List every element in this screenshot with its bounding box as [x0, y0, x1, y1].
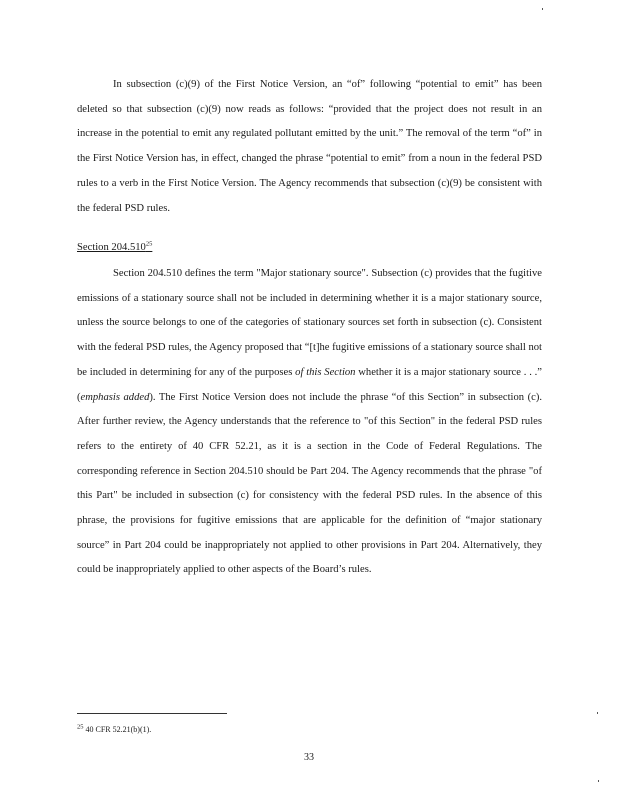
- body-paragraph-2: [77, 262, 542, 583]
- paragraph-2-italic-phrase: of this Section: [295, 366, 356, 378]
- paragraph-2-text-part-1: Section 204.510 defines the term "Major stationary source". Subsection (c) provides that the fugitive emissions of a stationary source shall not be included in determining whether it is a major stationary source, unless the source belongs to one of the categories of stationary sources set forth in subsection (c). Consistent with the federal PSD rules, the Agency proposed that “[t]he fugitive emissions of a stationary source shall not be included in determining for any of the purposes: [77, 268, 542, 378]
- footnote: [77, 724, 151, 736]
- page-number: 33: [304, 752, 314, 763]
- body-paragraph-1: [77, 73, 542, 221]
- footnote-marker: 25: [77, 723, 84, 731]
- footnote-text: 40 CFR 52.21(b)(1).: [85, 725, 152, 734]
- paragraph-1-text: In subsection (c)(9) of the First Notice Version, an “of” following “potential to emit” has been deleted so that subsection (c)(9) now reads as follows: “provided that the project does not result in an increase in the potential to emit any regulated pollutant emitted by the unit.” The removal of the term “of” in the First Notice Version has, in effect, changed the phrase “potential to emit” from a noun in the federal PSD rules to a verb in the First Notice Version. The Agency recommends that subsection (c)(9) be consistent with the federal PSD rules.: [77, 79, 542, 214]
- footnote-reference: 25: [145, 240, 153, 248]
- scan-speck: [598, 780, 599, 782]
- paragraph-2-text-part-3: ). The First Notice Version does not include the phrase “of this Section” in subsection (c). After further review, the Agency understands that the reference to "of this Section" in the federal PSD rules refers to the entirety of 40 CFR 52.21, as it is a section in the Code of Federal Regulations. The corresponding reference in Section 204.510 should be Part 204. The Agency recommends that the phrase "of this Part" be included in subsection (c) for consistency with the federal PSD rules. In the absence of this phrase, the provisions for fugitive emissions that are applicable for the definition of “major stationary source” in Part 204 could be inappropriately not applied to other provisions in Part 204. Alternatively, they could be inappropriately applied to other aspects of the Board’s rules.: [77, 391, 542, 576]
- footnote-divider: [77, 713, 227, 714]
- section-heading-text: Section 204.510: [77, 242, 146, 253]
- scan-speck: [542, 8, 543, 10]
- paragraph-2-text-part-2: whether it is a major stationary source . . .” (: [77, 366, 542, 403]
- paragraph-2-emphasis-note: emphasis added: [80, 391, 150, 403]
- scan-speck: [597, 712, 598, 714]
- section-heading: [77, 240, 152, 256]
